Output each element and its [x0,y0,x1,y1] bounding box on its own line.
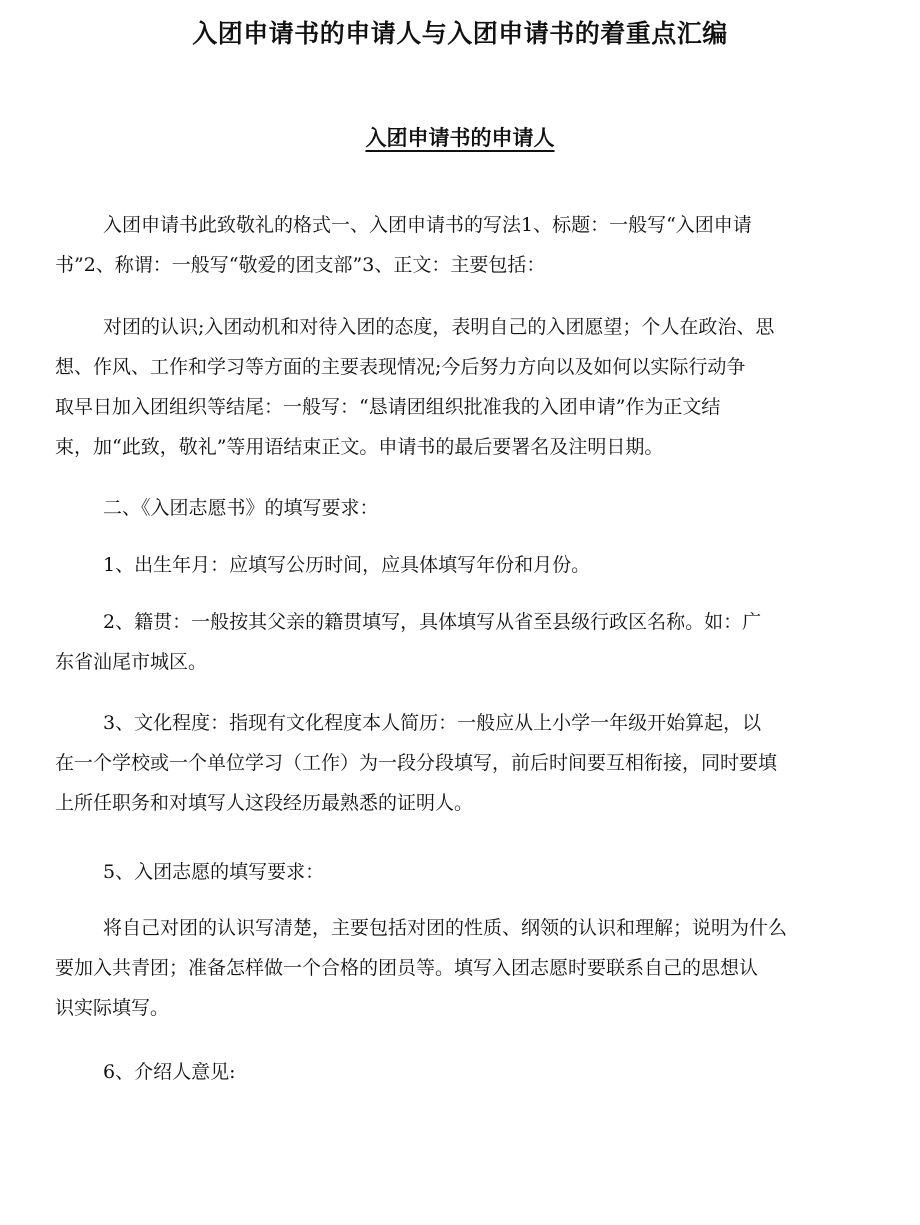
paragraph-birth-date [55,545,855,585]
paragraph-body-content [55,307,855,467]
paragraph-line: 6、介绍人意见: [103,1061,236,1083]
paragraph-education [55,703,855,823]
document-title: 入团申请书的申请人与入团申请书的着重点汇编 [192,19,728,48]
paragraph-line: 入团申请书此致敬礼的格式一、入团申请书的写法1、标题：一般写“入团申请 [103,214,752,236]
paragraph-line: 书”2、称谓：一般写“敬爱的团支部”3、正文：主要包括： [55,254,546,276]
paragraph-line: 束，加“此致，敬礼”等用语结束正文。申请书的最后要署名及注明日期。 [55,436,664,458]
paragraph-form-requirements [55,488,855,528]
paragraph-line: 3、文化程度：指现有文化程度本人简历：一般应从上小学一年级开始算起，以 [103,712,762,734]
paragraph-referrer-opinion [55,1052,855,1092]
paragraph-line: 5、入团志愿的填写要求： [103,861,325,883]
paragraph-line: 上所任职务和对填写人这段经历最熟悉的证明人。 [55,792,474,814]
paragraph-line: 对团的认识;入团动机和对待入团的态度，表明自己的入团愿望；个人在政治、思 [103,316,775,338]
section-heading [0,122,920,154]
paragraph-line: 要加入共青团；准备怎样做一个合格的团员等。填写入团志愿时要联系自己的思想认 [55,957,759,979]
paragraph-line: 东省汕尾市城区。 [55,651,208,673]
paragraph-line: 二、《入团志愿书》的填写要求： [103,497,379,519]
paragraph-aspiration-content [55,908,855,1028]
paragraph-native-place [55,602,855,682]
paragraph-line: 将自己对团的认识写清楚，主要包括对团的性质、纲领的认识和理解；说明为什么 [103,917,788,939]
paragraph-line: 在一个学校或一个单位学习（工作）为一段分段填写，前后时间要互相衔接，同时要填 [55,752,778,774]
paragraph-aspiration-heading [55,852,855,892]
paragraph-line: 2、籍贯：一般按其父亲的籍贯填写，具体填写从省至县级行政区名称。如：广 [103,611,762,633]
paragraph-line: 识实际填写。 [55,997,170,1019]
paragraph-line: 取早日加入团组织等结尾：一般写：“恳请团组织批准我的入团申请”作为正文结 [55,396,721,418]
paragraph-line: 1、出生年月：应填写公历时间，应具体填写年份和月份。 [103,554,591,576]
paragraph-application-format [55,205,855,285]
paragraph-line: 想、作风、工作和学习等方面的主要表现情况;今后努力方向以及如何以实际行动争 [55,356,746,378]
section-heading-text: 入团申请书的申请人 [365,126,555,150]
